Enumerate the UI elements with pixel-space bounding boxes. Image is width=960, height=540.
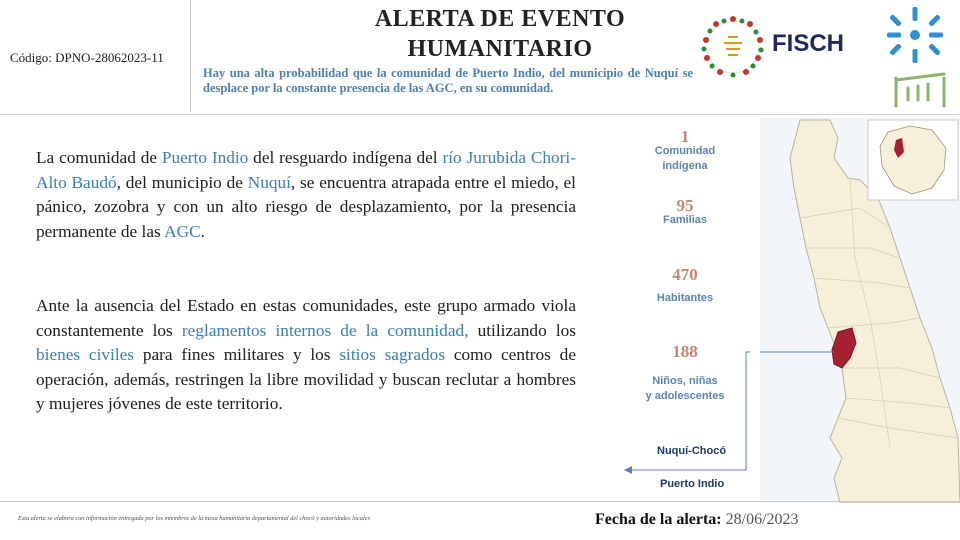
p1-text-4: , se encuentra atrapada entre el miedo, el pánico, zozobra y con un alto riesgo de desplazamiento, por la presencia permanente de las [36,172,576,241]
fisch-logo [698,12,768,82]
stat-children-label-1: Niños, niñas [652,375,718,387]
stat-children-value: 188 [672,342,698,361]
people-ring-icon [702,16,764,78]
p2-text-4: como centros de operación, además, restringen la libre movilidad y buscan reclutar a hombres y mujeres jóvenes de este territorio. [36,345,576,413]
title-line-2: HUMANITARIO [407,36,593,62]
fence-logo [890,70,950,110]
p2-text-1: Ante la ausencia del Estado en estas comunidades, este grupo armado viola constantemente los [36,296,576,340]
alert-date [595,511,799,529]
stat-communities-label [625,144,745,174]
p2-text-2: utilizando los [468,320,577,340]
paragraph-2 [36,294,576,417]
community-label: Puerto Indio [660,478,725,490]
org-name: FISCH [772,30,844,57]
p1-municipality-highlight: Nuquí [247,172,291,192]
choco-map [760,118,960,503]
footer-rule [0,501,960,502]
stat-communities-label-1: Comunidad [654,145,716,157]
header-rule [0,114,960,115]
stat-communities-value: 1 [680,127,690,146]
paragraph-1 [36,146,576,244]
p1-river-highlight: río Jurubida Chori-Alto Baudó [36,148,576,192]
document-code: Código: DPNO-28062023-11 [10,50,164,65]
colombia-inset [868,120,958,200]
p2-regulations-highlight: reglamentos internos de la comunidad, [181,320,469,340]
date-value: 28/06/2023 [721,511,799,528]
stat-families-value: 95 [676,196,694,215]
p1-text-3: , del municipio de [116,172,248,192]
fence-icon [896,74,944,106]
sun-logo [880,4,950,66]
footer-note: Esta alerta se elabora con información entregada por los miembros de la mesa humanitaria departamental del chocó y autoridades locales [18,515,370,522]
stat-inhabitants-value: 470 [672,265,698,284]
p1-text-1: La comunidad de [36,148,162,167]
stat-families-label: Familias [662,214,708,226]
p2-civil-goods-highlight: bienes civiles [36,345,135,364]
stat-children-label [625,374,745,404]
stat-inhabitants-label: Habitantes [656,292,714,304]
date-label: Fecha de la alerta: [595,511,722,528]
p1-community-highlight: Puerto Indio [161,148,249,167]
location-label: Nuquí-Chocó [657,445,727,457]
header-divider [190,0,191,112]
title-line-1: ALERTA DE EVENTO [374,6,626,32]
p1-text-5: . [200,221,205,241]
sun-icon [887,7,943,63]
stat-communities-label-2: indígena [662,160,708,172]
page-title [300,4,700,64]
p2-sacred-sites-highlight: sitios sagrados [339,345,446,364]
p2-text-3: para fines militares y los [134,345,340,364]
stat-children-label-2: y adolescentes [645,390,725,402]
alert-summary: Hay una alta probabilidad que la comunidad de Puerto Indio, del municipio de Nuquí se desplace por la constante presencia de las AGC, en su comunidad. [203,66,693,95]
p1-agc-highlight: AGC [164,221,201,241]
p1-text-2: del resguardo indígena del [248,148,443,167]
